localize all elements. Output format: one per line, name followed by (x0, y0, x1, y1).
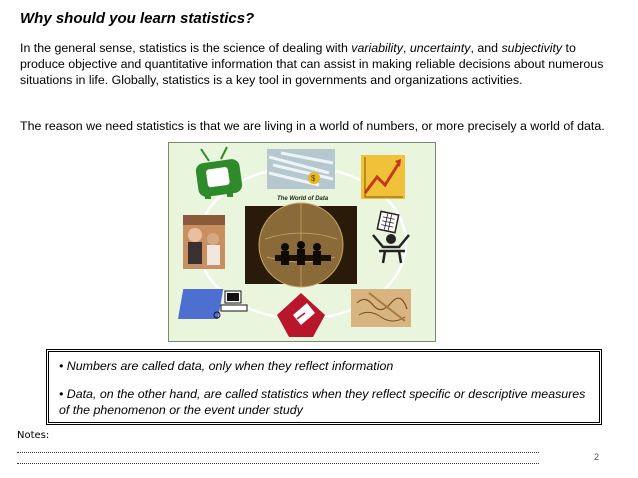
svg-text:$: $ (311, 174, 316, 183)
document-hand-icon (277, 293, 325, 337)
world-of-data-illustration (169, 143, 435, 341)
intro-sep-1: , (402, 41, 410, 55)
world-of-data-figure (168, 142, 436, 342)
page-number: 2 (594, 452, 600, 462)
handwriting-photo (351, 289, 411, 327)
bullet-item: • Numbers are called data, only when they reflect information (59, 359, 394, 373)
bullet-item: • Data, on the other hand, are called statistics when they reflect specific or descriptive measures of the phenomenon or the event under study (59, 387, 586, 417)
term-variability: variability (351, 41, 403, 55)
notes-line (17, 452, 539, 453)
television-icon (195, 147, 243, 199)
figure-caption: The World of Data (277, 196, 329, 202)
notes-label: Notes: (17, 430, 50, 441)
students-photo (183, 215, 225, 269)
meeting-globe-image (245, 203, 357, 287)
slide-title: Why should you learn statistics? (20, 10, 255, 27)
bullet-box (46, 349, 602, 425)
intro-text-2: to produce objective and quantitative information that can assist in making reliable decisions about numerous situations in life. Globally, statistics is a key tool in governments and organizations activities. (20, 41, 604, 87)
intro-sep-2: , and (470, 41, 502, 55)
computer-icon (178, 289, 247, 319)
notes-line (17, 463, 539, 464)
intro-text-1: In the general sense, statistics is the science of dealing with (20, 41, 352, 55)
term-uncertainty: uncertainty (409, 41, 471, 55)
term-subjectivity: subjectivity (501, 41, 563, 55)
reason-paragraph: The reason we need statistics is that we are living in a world of numbers, or more precisely a world of data. (20, 119, 605, 133)
line-chart-icon (361, 155, 405, 199)
intro-paragraph (20, 40, 620, 88)
money-stream-image (267, 149, 335, 189)
